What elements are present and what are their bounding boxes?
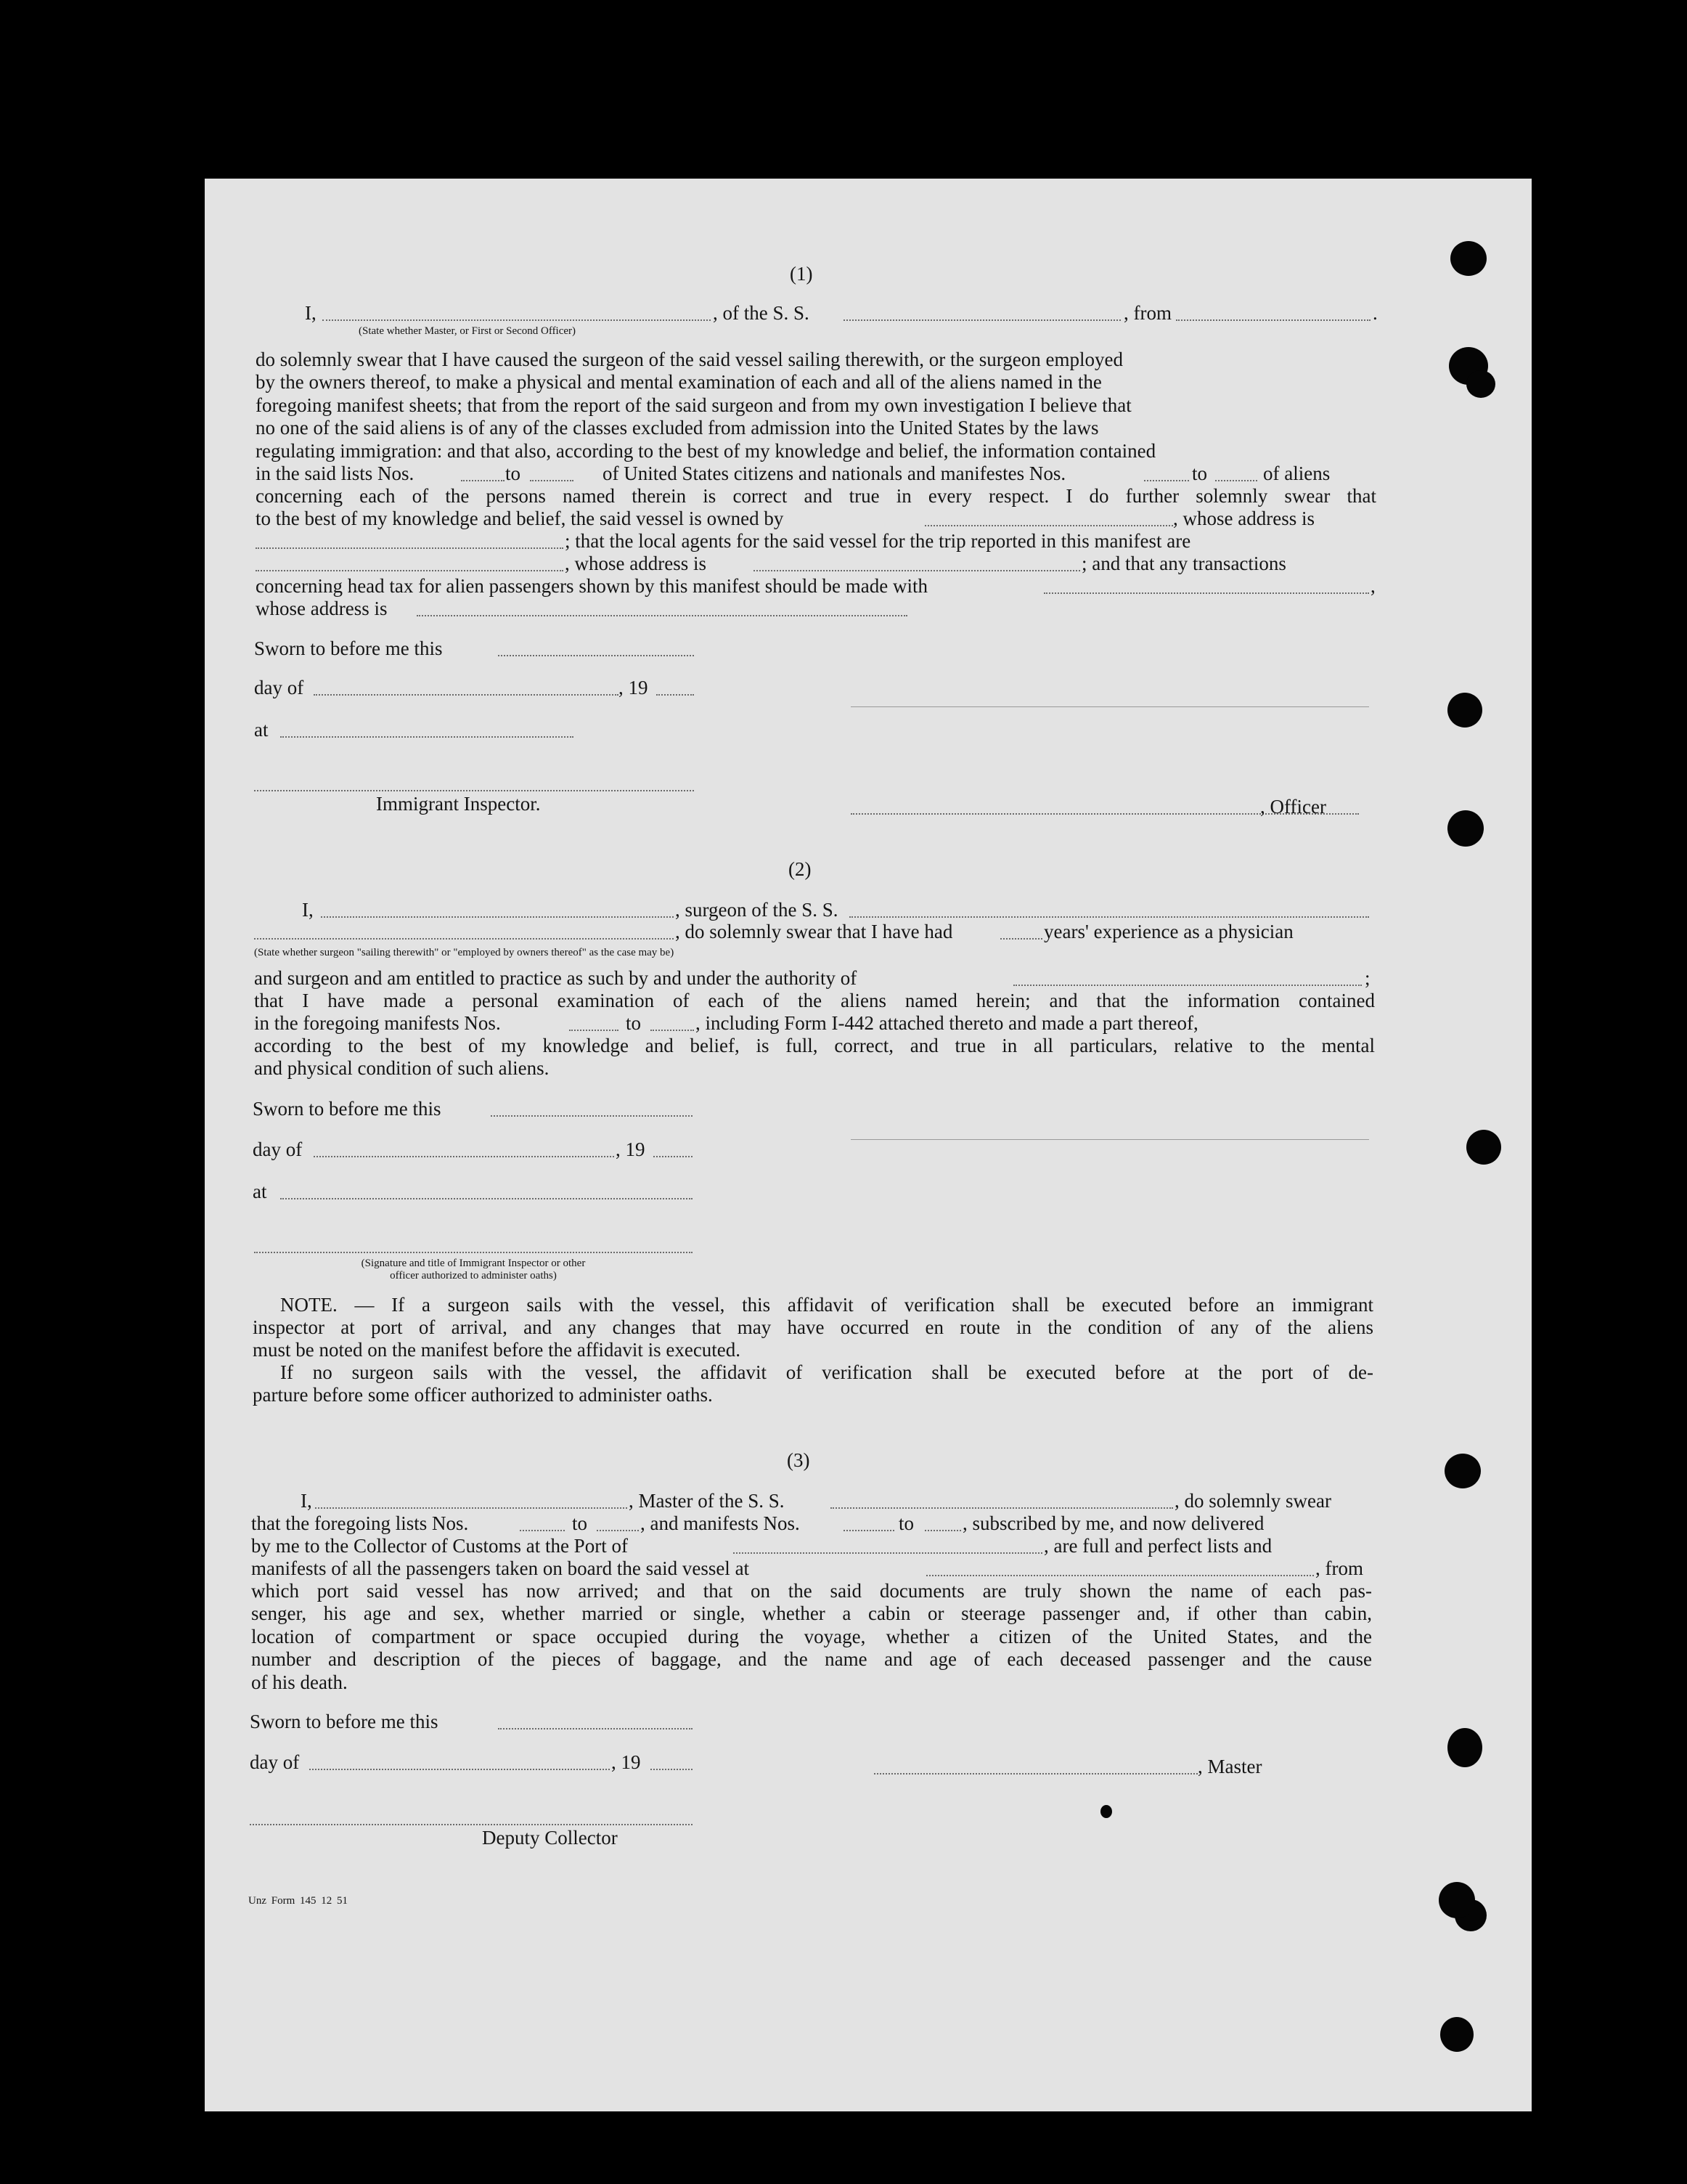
section-1-line: regulating immigration: and that also, according to the best of my knowledge and belief, the information contained <box>256 439 1156 462</box>
section-1-line: no one of the said aliens is of any of the classes excluded from admission into the United States by the laws <box>256 417 1099 439</box>
punch-hole <box>1445 1454 1481 1488</box>
surgeon-caption: (State whether surgeon "sailing therewith" or "employed by owners thereof" as the case may be) <box>254 947 674 958</box>
surgeon-manifests-from-field[interactable] <box>569 1030 618 1031</box>
years-field[interactable] <box>1000 938 1042 940</box>
note-line: NOTE. — If a surgeon sails with the vessel, this affidavit of verification shall be executed before an immigrant <box>280 1294 1373 1316</box>
punch-hole <box>1447 693 1482 728</box>
section-2-line: according to the best of my knowledge and belief, is full, correct, and true in all particulars, relative to the mental <box>254 1035 1375 1056</box>
lists-to-field[interactable] <box>530 480 573 481</box>
boarding-port-field[interactable] <box>926 1575 1314 1576</box>
section-1-i: I, <box>305 302 316 324</box>
sworn-day-field[interactable] <box>498 1728 693 1729</box>
to-label: to <box>1192 463 1208 484</box>
at-place-field[interactable] <box>280 736 573 738</box>
deputy-collector-label: Deputy Collector <box>482 1827 618 1849</box>
year-label: , 19 <box>618 677 648 698</box>
semicolon: ; <box>1365 967 1371 989</box>
swear-label: , do solemnly swear that I have had <box>675 921 953 942</box>
note-line: inspector at port of arrival, and any changes that may have occurred en route in the condition of any of the aliens <box>253 1316 1373 1338</box>
section-3-number: (3) <box>787 1449 810 1471</box>
month-field[interactable] <box>309 1769 610 1770</box>
to-label: to <box>572 1512 588 1534</box>
master-vessel-field[interactable] <box>830 1507 1173 1509</box>
section-3-line: location of compartment or space occupied during the voyage, whether a citizen of the United States, and the <box>251 1625 1372 1647</box>
form-number: Unz Form 145 12 51 <box>248 1895 348 1907</box>
at-place-field[interactable] <box>280 1198 693 1199</box>
owner-address-field[interactable] <box>256 547 563 549</box>
section-3-body <box>251 1580 1372 1694</box>
section-2-number: (2) <box>788 858 812 880</box>
form-page <box>205 179 1532 2111</box>
surgeon-name-field[interactable] <box>321 916 674 918</box>
section-2-i: I, <box>302 899 314 921</box>
ink-speck <box>1100 1805 1112 1818</box>
sworn-label: Sworn to before me this <box>254 637 443 659</box>
officer-caption: (State whether Master, or First or Second Officer) <box>359 325 576 337</box>
whose-address-label: whose address is <box>256 598 388 619</box>
at-label: at <box>253 1181 267 1202</box>
lists-to-field[interactable] <box>597 1530 639 1531</box>
year-field[interactable] <box>650 1769 693 1770</box>
section-1-line: do solemnly swear that I have caused the surgeon of the said vessel sailing therewith, or the surgeon employed <box>256 349 1123 370</box>
master-signature-field[interactable] <box>874 1773 1198 1774</box>
local-agents-field[interactable] <box>256 570 563 571</box>
section-2-line: that I have made a personal examination of each of the aliens named herein; and that the information contained <box>254 990 1375 1011</box>
surgeon-signature-line[interactable] <box>851 1139 1369 1140</box>
year-label: , 19 <box>611 1751 641 1773</box>
section-1-number: (1) <box>790 263 813 285</box>
manifests-nos-label: , and manifests Nos. <box>640 1512 800 1534</box>
punch-hole <box>1439 1882 1475 1918</box>
owner-field[interactable] <box>925 525 1173 526</box>
master-label: , Master <box>1198 1756 1262 1777</box>
day-of-label: day of <box>250 1751 300 1773</box>
to-label: to <box>626 1012 642 1034</box>
punch-hole <box>1447 1728 1482 1767</box>
section-3-line: of his death. <box>251 1671 348 1693</box>
master-of-ss-label: , Master of the S. S. <box>629 1490 785 1512</box>
year-field[interactable] <box>653 1156 693 1157</box>
lists-nos-label: that the foregoing lists Nos. <box>251 1512 469 1534</box>
section-3-line: number and description of the pieces of baggage, and the name and age of each deceased passenger and the cause <box>251 1648 1372 1671</box>
master-name-field[interactable] <box>315 1507 627 1509</box>
of-ss-label: , of the S. S. <box>713 302 809 324</box>
full-lists-label: , are full and perfect lists and <box>1044 1535 1273 1557</box>
transactions-label: ; and that any transactions <box>1082 553 1286 574</box>
agents-address-field[interactable] <box>753 570 1080 571</box>
head-tax-contact-field[interactable] <box>1044 592 1369 594</box>
inspector-signature-line[interactable] <box>254 1252 693 1253</box>
section-1-body <box>256 349 1376 463</box>
day-of-label: day of <box>253 1138 303 1160</box>
section-2-line: and physical condition of such aliens. <box>254 1057 550 1079</box>
punch-hole <box>1447 810 1484 847</box>
surgeon-type-field[interactable] <box>254 938 674 940</box>
day-of-label: day of <box>254 677 304 698</box>
manifests-to-field[interactable] <box>1215 480 1257 481</box>
section-3-i: I, <box>301 1490 312 1512</box>
surgeon-of-ss-label: , surgeon of the S. S. <box>675 899 838 921</box>
punch-hole <box>1440 2017 1474 2052</box>
note-line: parture before some officer authorized to administer oaths. <box>253 1384 713 1406</box>
punch-hole <box>1450 241 1487 276</box>
manifests-nos-label: in the foregoing manifests Nos. <box>254 1012 501 1034</box>
form-i442-label: , including Form I-442 attached thereto and made a part thereof, <box>695 1012 1198 1034</box>
officer-label: , Officer <box>1260 796 1326 818</box>
years-experience-label: years' experience as a physician <box>1044 921 1294 942</box>
swear-label: , do solemnly swear <box>1175 1490 1331 1512</box>
section-3-line: which port said vessel has now arrived; and that on the said documents are truly shown the name of each pas- <box>251 1580 1372 1602</box>
note-line: must be noted on the manifest before the affidavit is executed. <box>253 1339 741 1361</box>
from-label: , from <box>1315 1557 1363 1579</box>
manifests-from-field[interactable] <box>844 1530 894 1531</box>
to-label: to <box>505 463 521 484</box>
sworn-label: Sworn to before me this <box>250 1711 438 1732</box>
section-1-line: concerning each of the persons named therein is correct and true in every respect. I do further solemnly swear that <box>256 485 1376 507</box>
local-agents-label: ; that the local agents for the said vessel for the trip reported in this manifest are <box>565 530 1191 552</box>
from-label: , from <box>1124 302 1172 324</box>
lists-from-field[interactable] <box>520 1530 565 1531</box>
punch-hole <box>1466 370 1495 398</box>
sworn-day-field[interactable] <box>498 655 694 656</box>
immigrant-inspector-label: Immigrant Inspector. <box>376 793 541 815</box>
section-3-line: senger, his age and sex, whether married or single, whether a cabin or steerage passenger and, if other than cabin, <box>251 1602 1372 1625</box>
sworn-day-field[interactable] <box>491 1115 693 1117</box>
surgeon-vessel-field[interactable] <box>849 916 1369 918</box>
manifests-nos-label: of United States citizens and nationals and manifestes Nos. <box>602 463 1066 484</box>
subscribed-label: , subscribed by me, and now delivered <box>963 1512 1265 1534</box>
deputy-signature-line[interactable] <box>250 1824 693 1825</box>
manifests-from-field[interactable] <box>1144 480 1189 481</box>
head-tax-label: concerning head tax for alien passengers shown by this manifest should be made with <box>256 575 928 597</box>
inspector-signature-line[interactable] <box>254 790 694 791</box>
section-1-line: by the owners thereof, to make a physical and mental examination of each and all of the aliens named in the <box>256 371 1102 394</box>
comma: , <box>1371 575 1376 597</box>
year-field[interactable] <box>656 694 694 696</box>
year-label: , 19 <box>616 1138 645 1160</box>
section-1-line: foregoing manifest sheets; that from the report of the said surgeon and from my own investigation I believe that <box>256 394 1132 416</box>
month-field[interactable] <box>314 694 618 696</box>
punch-hole <box>1466 1130 1501 1165</box>
authority-label: and surgeon and am entitled to practice as such by and under the authority of <box>254 967 857 989</box>
whose-address-label: , whose address is <box>565 553 706 574</box>
from-port-field[interactable] <box>1176 319 1371 321</box>
sworn-label: Sworn to before me this <box>253 1098 441 1120</box>
of-aliens-label: of aliens <box>1263 463 1331 484</box>
surgeon-manifests-to-field[interactable] <box>650 1030 694 1031</box>
signature-caption: officer authorized to administer oaths) <box>390 1270 557 1282</box>
officer-name-field[interactable] <box>322 319 711 321</box>
period: . <box>1373 302 1378 324</box>
boarding-port-label: manifests of all the passengers taken on board the said vessel at <box>251 1557 750 1579</box>
authority-field[interactable] <box>1013 985 1362 986</box>
whose-address-label: , whose address is <box>1173 508 1315 529</box>
officer-signature-line[interactable] <box>851 706 1369 707</box>
owned-by-label: to the best of my knowledge and belief, the said vessel is owned by <box>256 508 784 529</box>
to-label: to <box>899 1512 915 1534</box>
collector-port-field[interactable] <box>733 1552 1042 1554</box>
manifests-to-field[interactable] <box>925 1530 961 1531</box>
lists-nos-label: in the said lists Nos. <box>256 463 414 484</box>
signature-caption: (Signature and title of Immigrant Inspector or other <box>361 1258 586 1269</box>
note-line: If no surgeon sails with the vessel, the affidavit of verification shall be executed before at the port of de- <box>280 1361 1373 1383</box>
lists-from-field[interactable] <box>461 480 505 481</box>
month-field[interactable] <box>314 1156 614 1157</box>
contact-address-field[interactable] <box>417 615 907 616</box>
vessel-name-field[interactable] <box>844 319 1121 321</box>
at-label: at <box>254 719 269 741</box>
collector-port-label: by me to the Collector of Customs at the Port of <box>251 1535 628 1557</box>
